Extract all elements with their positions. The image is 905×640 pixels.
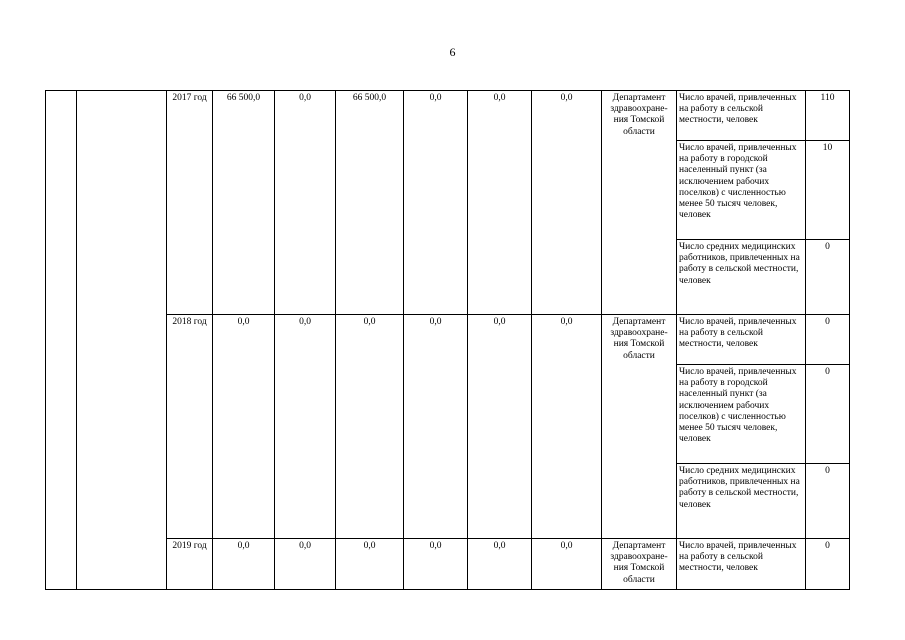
indicator-value: 110 [806,91,850,141]
indicator-name: Число врачей, привлеченных на работу в сельской местности, человек [677,539,806,590]
value-cell: 0,0 [404,315,468,539]
table-row [46,315,850,365]
department-cell: Департамент здравоохране-ния Томской области [602,539,677,590]
table-row [46,539,850,590]
value-cell: 66 500,0 [213,91,275,315]
indicator-value: 0 [806,315,850,365]
indicator-name: Число средних медицинских работников, привлеченных на работу в сельской местности, человек [677,240,806,315]
indicator-name: Число врачей, привлеченных на работу в городской населенный пункт (за исключением рабочих поселков) с численностью менее 50 тысяч человек, человек [677,365,806,464]
year-cell: 2017 год [167,91,213,315]
year-cell: 2019 год [167,539,213,590]
department-cell: Департамент здравоохране-ния Томской области [602,315,677,539]
indicator-name: Число средних медицинских работников, привлеченных на работу в сельской местности, человек [677,464,806,539]
value-cell: 0,0 [275,315,336,539]
indicator-value: 0 [806,365,850,464]
value-cell: 0,0 [213,315,275,539]
value-cell: 0,0 [468,539,532,590]
table-row [46,91,850,141]
indicator-value: 0 [806,539,850,590]
indicator-value: 0 [806,240,850,315]
year-cell: 2018 год [167,315,213,539]
value-cell: 0,0 [404,91,468,315]
indicator-value: 10 [806,141,850,240]
program-table [45,90,850,590]
value-cell: 0,0 [275,91,336,315]
indicator-name: Число врачей, привлеченных на работу в сельской местности, человек [677,315,806,365]
empty-cell-2 [77,91,167,590]
value-cell: 0,0 [336,539,404,590]
value-cell: 0,0 [404,539,468,590]
value-cell: 0,0 [468,315,532,539]
indicator-name: Число врачей, привлеченных на работу в городской населенный пункт (за исключением рабочих поселков) с численностью менее 50 тысяч человек, человек [677,141,806,240]
department-cell: Департамент здравоохране-ния Томской области [602,91,677,315]
value-cell: 0,0 [468,91,532,315]
value-cell: 0,0 [532,539,602,590]
value-cell: 0,0 [532,91,602,315]
page-number: 6 [449,45,456,59]
value-cell: 0,0 [213,539,275,590]
value-cell: 0,0 [336,315,404,539]
empty-cell-1 [46,91,77,590]
indicator-name: Число врачей, привлеченных на работу в сельской местности, человек [677,91,806,141]
indicator-value: 0 [806,464,850,539]
value-cell: 0,0 [275,539,336,590]
value-cell: 0,0 [532,315,602,539]
value-cell: 66 500,0 [336,91,404,315]
